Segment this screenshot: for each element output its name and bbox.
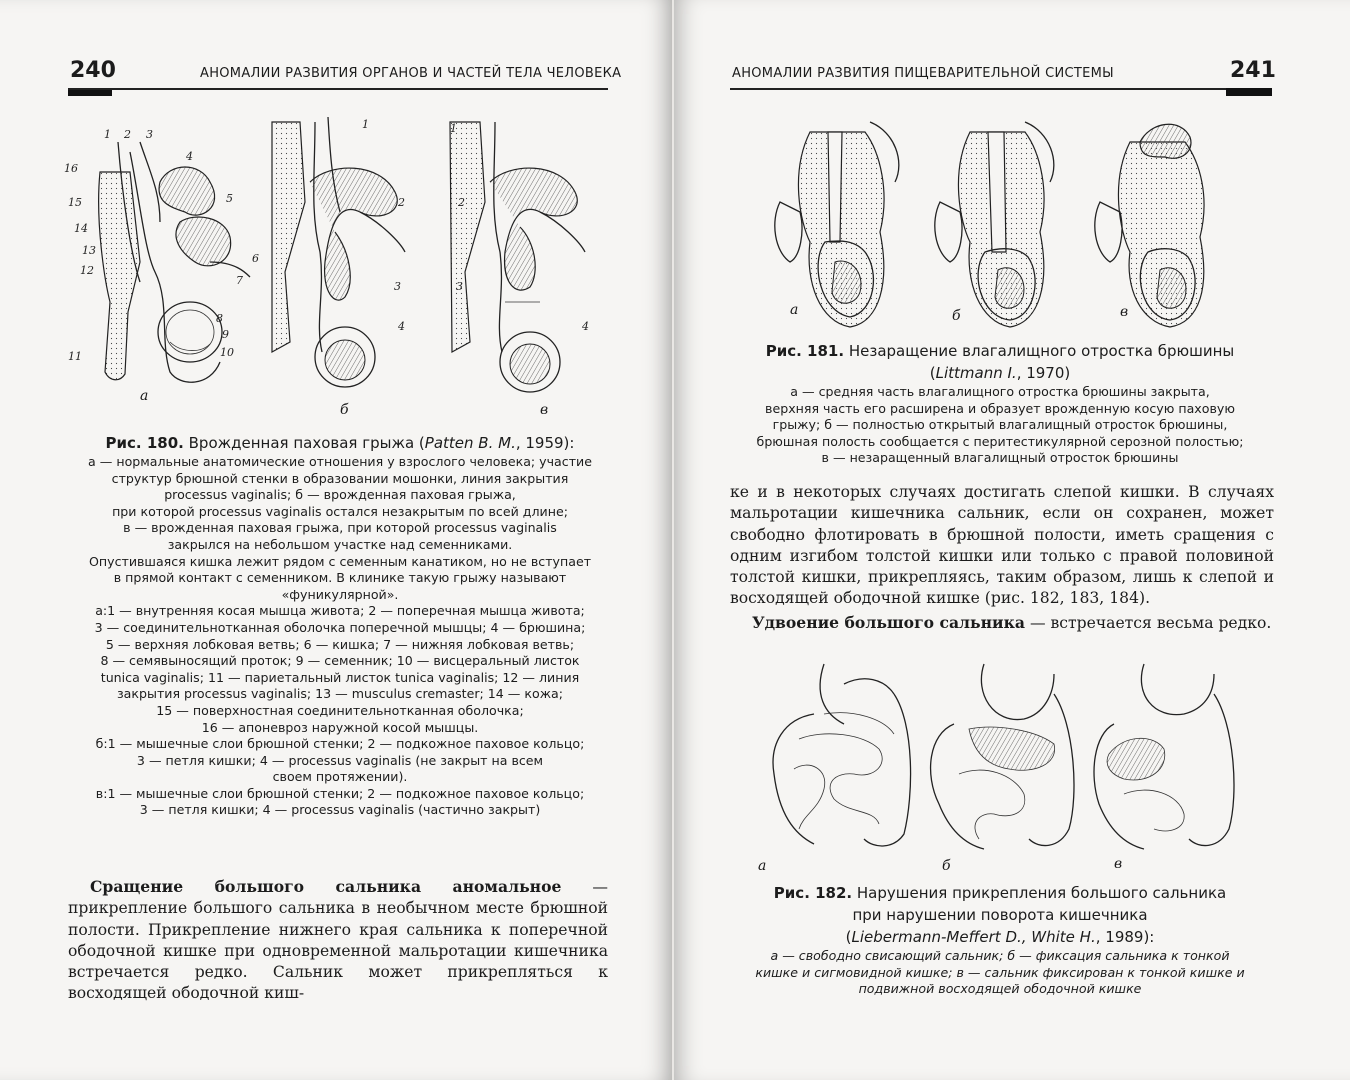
svg-text:14: 14 <box>74 222 88 235</box>
caption-line: 3 — соединительнотканная оболочка поперечной мышцы; 4 — брюшина; <box>94 619 586 635</box>
caption-line: 3 — петля кишки; 4 — processus vaginalis (не закрыт на всем <box>136 752 544 768</box>
svg-text:15: 15 <box>68 196 82 209</box>
caption-line: 8 — семявыносящий проток; 9 — семенник; 10 — висцеральный листок <box>100 653 580 669</box>
caption-line: в — врожденная паховая грыжа, при которой processus vaginalis <box>123 520 557 536</box>
figure-181-part-a <box>775 122 899 327</box>
caption-line: верхняя часть его расширена и образует врожденную косую паховую <box>765 400 1235 416</box>
page-number-right: 241 <box>1230 58 1276 83</box>
svg-text:4: 4 <box>582 320 589 333</box>
caption-line: в:1 — мышечные слои брюшной стенки; 2 — подкожное паховое кольцо; <box>95 785 585 801</box>
figure-180-sublabel-a: а <box>140 388 149 404</box>
figure-180-sublabel-c: в <box>540 402 549 418</box>
svg-text:7: 7 <box>236 274 243 287</box>
figure-182-caption-title: Рис. 182. Нарушения прикрепления большого сальника <box>773 884 1227 902</box>
caption-line: а:1 — внутренняя косая мышца живота; 2 — поперечная мышца живота; <box>95 603 585 619</box>
paragraph-continuation: ке и в некоторых случаях достигать слепой кишки. В случаях мальротации кишечника сальник, если он сохранен, может свободно флотировать в брюшной полости, иметь сращения с одним изгибом толстой кишки или только с правой половиной толстой кишки, прикрепляясь, таким образом, лишь к слепой и восходящей ободочной кишке (рис. 182, 183, 184). <box>730 483 1274 608</box>
right-page <box>674 0 1350 1080</box>
figure-182-sublabel-b: б <box>942 858 951 874</box>
caption-line: закрытия processus vaginalis; 13 — musculus cremaster; 14 — кожа; <box>116 686 564 702</box>
figure-180-caption <box>70 432 610 819</box>
svg-text:3: 3 <box>456 280 463 293</box>
svg-text:1: 1 <box>104 128 111 141</box>
caption-line: а — свободно свисающий сальник; б — фиксация сальника к тонкой <box>770 948 1230 963</box>
caption-line: 5 — верхняя лобковая ветвь; 6 — кишка; 7 — нижняя лобковая ветвь; <box>105 636 575 652</box>
figure-180-part-b <box>272 117 405 387</box>
left-page <box>0 0 672 1080</box>
caption-line: tunica vaginalis; 11 — париетальный листок tunica vaginalis; 12 — линия <box>100 669 580 685</box>
page-number-left: 240 <box>70 58 116 83</box>
svg-text:4: 4 <box>398 320 405 333</box>
figure-181-caption-title: Рис. 181. Незаращение влагалищного отростка брюшины <box>765 342 1235 360</box>
svg-text:13: 13 <box>82 244 96 257</box>
svg-text:5: 5 <box>226 192 233 205</box>
svg-text:2: 2 <box>124 128 131 141</box>
caption-line: грыжу; б — полностью открытый влагалищный отросток брюшины, <box>772 417 1228 433</box>
caption-line: 16 — апоневроз наружной косой мышцы. <box>201 719 479 735</box>
figure-182-caption-line2: при нарушении поворота кишечника <box>852 906 1148 924</box>
figure-181-part-b <box>935 122 1054 327</box>
figure-182-part-a <box>773 664 911 846</box>
figure-180-caption-title: Рис. 180. Врожденная паховая грыжа (Patten B. M., 1959): <box>105 434 575 452</box>
figure-181-part-c <box>1095 124 1204 327</box>
figure-181-sublabel-c: в <box>1120 304 1129 320</box>
figure-180-drawings <box>60 112 620 422</box>
figure-181-caption <box>730 340 1270 467</box>
figure-181-sublabel-b: б <box>952 308 961 324</box>
svg-text:2: 2 <box>398 196 405 209</box>
figure-182-sublabel-c: в <box>1114 856 1123 872</box>
svg-text:3: 3 <box>394 280 401 293</box>
svg-text:9: 9 <box>222 328 229 341</box>
figure-181-sublabel-a: а <box>790 302 799 318</box>
header-rule-left <box>68 88 608 90</box>
header-bar-right <box>1226 88 1272 96</box>
body-text-left <box>68 876 608 1005</box>
running-head-left: АНОМАЛИИ РАЗВИТИЯ ОРГАНОВ И ЧАСТЕЙ ТЕЛА ЧЕЛОВЕКА <box>200 66 622 81</box>
caption-line: структур брюшной стенки в образовании мошонки, линия закрытия <box>111 470 569 486</box>
svg-text:2: 2 <box>458 196 465 209</box>
caption-line: processus vaginalis; б — врожденная паховая грыжа, <box>164 487 516 503</box>
running-head-right: АНОМАЛИИ РАЗВИТИЯ ПИЩЕВАРИТЕЛЬНОЙ СИСТЕМЫ <box>732 66 1114 81</box>
svg-text:1: 1 <box>450 122 457 135</box>
caption-line: своем протяжении). <box>272 769 408 785</box>
body-text-right <box>730 482 1274 634</box>
svg-text:10: 10 <box>220 346 234 359</box>
caption-line: а — нормальные анатомические отношения у взрослого человека; участие <box>88 454 592 469</box>
caption-line: в — незаращенный влагалищный отросток брюшины <box>821 450 1179 466</box>
caption-line: Опустившаяся кишка лежит рядом с семенным канатиком, но не вступает <box>88 553 592 569</box>
figure-182-caption <box>730 882 1270 998</box>
svg-text:12: 12 <box>80 264 94 277</box>
caption-line: а — средняя часть влагалищного отростка брюшины закрыта, <box>790 384 1210 399</box>
caption-line: кишке и сигмовидной кишке; в — сальник фиксирован к тонкой кишке и <box>755 964 1245 980</box>
caption-line: «фуникулярной». <box>281 586 399 602</box>
caption-line: б:1 — мышечные слои брюшной стенки; 2 — подкожное паховое кольцо; <box>95 736 585 752</box>
svg-text:8: 8 <box>216 312 223 325</box>
figure-182-sublabel-a: а <box>758 858 767 874</box>
caption-line: 15 — поверхностная соединительнотканная оболочка; <box>156 702 524 718</box>
figure-182-caption-source: (Liebermann-Meffert D., White H., 1989): <box>845 928 1155 946</box>
caption-line: брюшная полость сообщается с перитестикулярной серозной полостью; <box>756 433 1244 449</box>
figure-182-drawings <box>754 654 1254 859</box>
caption-line: подвижной восходящей ободочной кишке <box>858 981 1142 997</box>
figure-182-part-b <box>931 664 1074 849</box>
paragraph-duplication: Удвоение большого сальника — встречается весьма редко. <box>752 612 1272 632</box>
figure-182-part-c <box>1094 664 1234 849</box>
svg-text:3: 3 <box>146 128 153 141</box>
svg-text:1: 1 <box>362 118 369 131</box>
svg-text:4: 4 <box>186 150 193 163</box>
figure-180-sublabel-b: б <box>340 402 349 418</box>
figure-181-drawings <box>770 112 1250 332</box>
caption-line: закрылся на небольшом участке над семенниками. <box>167 536 513 552</box>
header-rule-right <box>730 88 1272 90</box>
figure-181-caption-source: (Littmann I., 1970) <box>929 364 1071 382</box>
caption-line: 3 — петля кишки; 4 — processus vaginalis (частично закрыт) <box>139 802 541 818</box>
caption-line: при которой processus vaginalis остался незакрытым по всей длине; <box>112 503 568 519</box>
figure-180-labels-b <box>362 118 405 333</box>
svg-text:16: 16 <box>64 162 78 175</box>
svg-text:11: 11 <box>68 350 82 363</box>
figure-180-part-c <box>450 122 585 392</box>
paragraph-omentum-fusion: Сращение большого сальника аномальное — прикрепление большого сальника в необычном месте брюшной полости. Прикрепление нижнего края сальника к поперечной ободочной кишке при одновременной мальротации кишечника встречается редко. Сальник может прикрепляться к восходящей ободочной киш- <box>68 877 608 1003</box>
svg-text:6: 6 <box>252 252 259 265</box>
caption-line: в прямой контакт с семенником. В клинике такую грыжу называют <box>113 570 567 586</box>
